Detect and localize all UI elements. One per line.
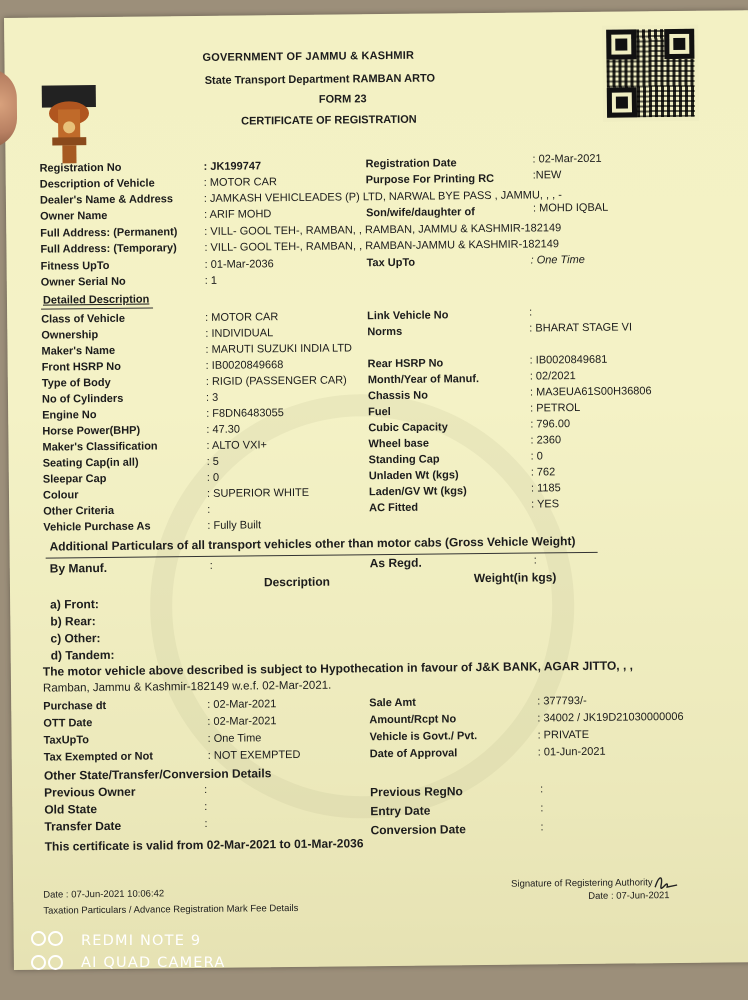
field-value: :	[540, 821, 544, 834]
qr-code	[602, 25, 699, 122]
field-value: : One Time	[207, 732, 262, 745]
field-label: Owner Name	[40, 209, 108, 223]
field-label: Other Criteria	[43, 504, 115, 518]
field-value: :	[207, 503, 211, 516]
field-label: Link Vehicle No	[367, 309, 449, 323]
field-value: : PETROL	[530, 401, 581, 415]
field-value: : Fully Built	[207, 519, 262, 532]
field-value: : ARIF MOHD	[204, 208, 272, 221]
field-value: : MOTOR CAR	[205, 311, 279, 324]
field-label: AC Fitted	[369, 501, 419, 515]
field-value: : 377793/-	[537, 694, 587, 708]
axle-tandem: d) Tandem:	[50, 647, 115, 663]
field-label: Previous Owner	[44, 784, 136, 800]
field-value: : 796.00	[530, 418, 571, 431]
field-value: : VILL- GOOL TEH-, RAMBAN, , RAMBAN-JAMMU & KASHMIR-182149	[204, 238, 559, 254]
field-label: Fitness UpTo	[40, 259, 110, 273]
field-value: :	[529, 306, 533, 319]
signature-date: Date : 07-Jun-2021	[588, 890, 670, 902]
as-regd-label: As Regd.	[369, 555, 422, 571]
by-manuf-colon: :	[209, 559, 213, 572]
field-value: : YES	[531, 498, 560, 511]
field-label: Owner Serial No	[40, 275, 126, 289]
field-label: Conversion Date	[370, 822, 466, 838]
field-label: Old State	[44, 802, 98, 817]
field-value: : BHARAT STAGE VI	[529, 321, 633, 335]
field-value: : 34002 / JK19D21030000006	[537, 710, 684, 725]
field-value: : VILL- GOOL TEH-, RAMBAN, , RAMBAN, JAMMU & KASHMIR-182149	[204, 222, 562, 238]
weight-column-header: Weight(in kgs)	[473, 570, 557, 586]
description-column-header: Description	[263, 574, 331, 590]
department-title: State Transport Department RAMBAN ARTO	[204, 72, 436, 87]
detailed-description-heading: Detailed Description	[42, 293, 150, 307]
field-value: : 3	[205, 391, 219, 404]
print-date: Date : 07-Jun-2021 10:06:42	[43, 888, 165, 901]
field-value: : One Time	[530, 253, 585, 267]
hypothecation-text-cont: Ramban, Jammu & Kashmir-182149 w.e.f. 02-Mar-2021.	[42, 679, 332, 695]
field-value: : MOHD IQBAL	[532, 201, 609, 215]
field-label: Laden/GV Wt (kgs)	[368, 485, 467, 499]
field-value: : 2360	[530, 434, 562, 447]
field-value: : PRIVATE	[537, 728, 590, 742]
camera-lens-icon	[31, 931, 71, 951]
field-label: Sleepar Cap	[42, 472, 107, 486]
field-label: Colour	[42, 489, 79, 502]
field-value: : 02-Mar-2021	[532, 152, 602, 166]
state-emblem-icon	[38, 83, 101, 168]
field-label: Amount/Rcpt No	[369, 713, 457, 727]
field-label: Purchase dt	[43, 699, 107, 713]
field-value: : F8DN6483055	[206, 407, 284, 420]
field-label: Rear HSRP No	[367, 357, 444, 371]
field-value: :	[204, 817, 208, 830]
field-label: Full Address: (Permanent)	[40, 226, 178, 240]
field-label: Chassis No	[367, 389, 428, 403]
field-label: Fuel	[368, 405, 391, 419]
field-label: Standing Cap	[368, 453, 440, 467]
field-value: : SUPERIOR WHITE	[206, 486, 310, 500]
field-label: Tax UpTo	[366, 256, 416, 270]
field-label: Dealer's Name & Address	[39, 193, 174, 207]
camera-label: AI QUAD CAMERA	[81, 955, 226, 971]
field-value: : IB0020849668	[205, 359, 284, 372]
field-label: Class of Vehicle	[41, 312, 125, 326]
axle-front: a) Front:	[50, 597, 99, 612]
field-label: OTT Date	[43, 717, 93, 730]
field-value: : 0	[530, 450, 543, 463]
field-label: Horse Power(BHP)	[42, 424, 141, 438]
form-number: FORM 23	[318, 93, 367, 106]
field-label: Description of Vehicle	[39, 177, 155, 191]
field-value: : MA3EUA61S00H36806	[529, 385, 652, 399]
signature-label: Signature of Registering Authority	[511, 877, 653, 890]
field-value: : 02-Mar-2021	[207, 715, 277, 728]
field-value: : 5	[206, 455, 219, 468]
field-label: Month/Year of Manuf.	[367, 373, 480, 387]
field-label: Registration No	[39, 161, 122, 175]
field-value: : 47.30	[206, 423, 241, 436]
field-label: Previous RegNo	[370, 784, 463, 800]
field-label: Full Address: (Temporary)	[40, 242, 177, 256]
field-value: : 02/2021	[529, 370, 576, 383]
by-manuf-label: By Manuf.	[49, 560, 108, 576]
finger	[0, 68, 17, 148]
field-label: Registration Date	[365, 157, 457, 171]
field-value: :	[204, 783, 208, 796]
field-value: : 01-Jun-2021	[537, 745, 606, 759]
as-regd-colon: :	[533, 554, 537, 567]
axle-other: c) Other:	[50, 631, 101, 646]
field-label: Transfer Date	[44, 818, 122, 834]
field-label: Type of Body	[41, 376, 111, 390]
field-value: : 1185	[530, 482, 561, 495]
field-value: : 02-Mar-2021	[207, 698, 277, 711]
field-value: :	[540, 783, 544, 796]
government-title: GOVERNMENT OF JAMMU & KASHMIR	[202, 49, 415, 64]
field-value: : 01-Mar-2036	[204, 258, 274, 271]
field-value: : 762	[530, 466, 556, 479]
field-value: : NOT EXEMPTED	[207, 748, 301, 762]
taxation-particulars: Taxation Particulars / Advance Registration Mark Fee Details	[43, 902, 299, 917]
field-label: Engine No	[42, 409, 97, 422]
field-label: Maker's Classification	[42, 440, 158, 454]
validity-statement: This certificate is valid from 02-Mar-2021 to 01-Mar-2036	[44, 836, 364, 854]
field-value: : IB0020849681	[529, 353, 608, 367]
field-value: : RIGID (PASSENGER CAR)	[205, 374, 347, 388]
certificate-title: CERTIFICATE OF REGISTRATION	[241, 113, 417, 128]
field-label: Tax Exempted or Not	[43, 750, 154, 764]
divider	[41, 307, 153, 309]
field-value: : JAMKASH VEHICLEADES (P) LTD, NARWAL BYE PASS , JAMMU, , , -	[203, 189, 562, 205]
field-value: : ALTO VXI+	[206, 439, 267, 452]
field-label: No of Cylinders	[41, 392, 124, 406]
field-value: : INDIVIDUAL	[205, 327, 274, 340]
additional-particulars-heading: Additional Particulars of all transport vehicles other than motor cabs (Gross Vehicle Weight)	[49, 534, 576, 554]
field-label: Entry Date	[370, 803, 431, 819]
axle-rear: b) Rear:	[50, 614, 96, 629]
other-details-heading: Other State/Transfer/Conversion Details	[43, 766, 272, 783]
field-label: Ownership	[41, 329, 99, 342]
field-label: Unladen Wt (kgs)	[368, 469, 459, 483]
registration-certificate	[4, 10, 748, 970]
field-label: Date of Approval	[369, 747, 458, 761]
field-value: : 1	[204, 274, 218, 287]
field-value: :	[204, 800, 208, 813]
field-label: Seating Cap(in all)	[42, 456, 139, 470]
field-label: Vehicle is Govt./ Pvt.	[369, 730, 478, 744]
field-label: Norms	[367, 325, 403, 339]
field-value: : JK199747	[203, 160, 262, 173]
field-value: :NEW	[532, 169, 562, 182]
field-value: : 0	[206, 471, 220, 484]
camera-watermark	[31, 930, 225, 974]
field-label: Son/wife/daughter of	[366, 206, 475, 220]
field-label: TaxUpTo	[43, 734, 90, 747]
hypothecation-text: The motor vehicle above described is subject to Hypothecation in favour of J&K BANK, AGAR JITTO, , ,	[42, 658, 633, 679]
field-label: Cubic Capacity	[368, 421, 448, 435]
field-value: : MARUTI SUZUKI INDIA LTD	[205, 342, 353, 356]
field-label: Vehicle Purchase As	[43, 520, 151, 534]
field-label: Purpose For Printing RC	[365, 172, 495, 187]
field-label: Wheel base	[368, 437, 430, 451]
camera-lens-icon	[31, 953, 71, 973]
field-label: Sale Amt	[369, 696, 416, 710]
camera-model: REDMI NOTE 9	[81, 933, 202, 949]
field-value: : MOTOR CAR	[203, 176, 277, 189]
field-label: Maker's Name	[41, 344, 116, 358]
field-label: Front HSRP No	[41, 360, 121, 374]
field-value: :	[540, 802, 544, 815]
